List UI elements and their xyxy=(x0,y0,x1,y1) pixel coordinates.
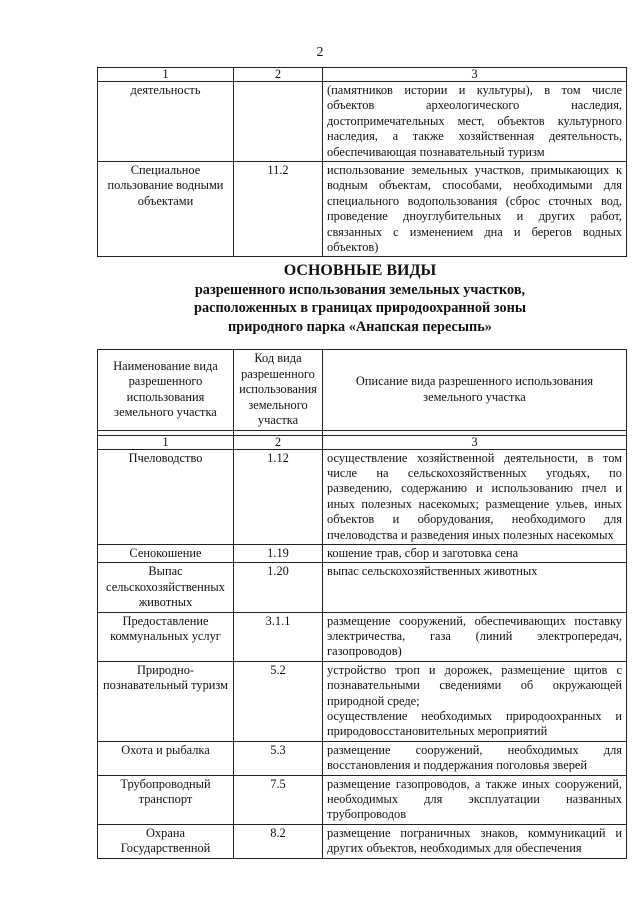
column-number: 2 xyxy=(234,68,323,82)
land-use-code: 3.1.1 xyxy=(234,612,323,661)
land-use-table xyxy=(97,349,627,859)
table-header-row xyxy=(98,350,627,431)
land-use-name: деятельность xyxy=(98,82,234,162)
column-number: 1 xyxy=(98,435,234,449)
land-use-description: размещение пограничных знаков, коммуникаций и других объектов, необходимых для обеспечения xyxy=(323,824,627,858)
table-row xyxy=(98,661,627,741)
column-number: 3 xyxy=(323,435,627,449)
table-row xyxy=(98,449,627,544)
column-number: 1 xyxy=(98,68,234,82)
land-use-description xyxy=(323,661,627,741)
land-use-name: Специальное пользование водными объектами xyxy=(98,162,234,257)
column-number: 3 xyxy=(323,68,627,82)
land-use-code: 5.3 xyxy=(234,741,323,775)
section-subheading: природного парка «Анапская пересыпь» xyxy=(228,318,492,335)
land-use-name: Пчеловодство xyxy=(98,449,234,544)
land-use-name: Выпас сельскохозяйственных животных xyxy=(98,563,234,612)
land-use-name: Предоставление коммунальных услуг xyxy=(98,612,234,661)
section-heading: ОСНОВНЫЕ ВИДЫ xyxy=(283,262,437,279)
table-row xyxy=(98,544,627,562)
land-use-code: 8.2 xyxy=(234,824,323,858)
column-number-row xyxy=(98,435,627,449)
table-row xyxy=(98,162,627,257)
land-use-name: Трубопроводный транспорт xyxy=(98,775,234,824)
header-description: Описание вида разрешенного использования земельного участка xyxy=(323,350,627,431)
land-use-description: осуществление хозяйственной деятельности, в том числе на сельскохозяйственных угодьях, по разведению, содержанию и использованию пчел и иных полезных насекомых; размещение ульев, иных объектов и оборудования, необходимого для пчеловодства и разведения иных полезных насекомых xyxy=(323,449,627,544)
section-title xyxy=(90,262,630,336)
description-paragraph: устройство троп и дорожек, размещение щитов с познавательными сведениями об окружающей природной среде; xyxy=(327,662,622,708)
land-use-code: 1.20 xyxy=(234,563,323,612)
column-number: 2 xyxy=(234,435,323,449)
land-use-name: Природно-познавательный туризм xyxy=(98,661,234,741)
land-use-code xyxy=(234,82,323,162)
continued-table xyxy=(97,67,627,257)
land-use-description: размещение сооружений, обеспечивающих поставку электричества, газа (линий электропередач, газопроводов) xyxy=(323,612,627,661)
table-row xyxy=(98,741,627,775)
land-use-description: кошение трав, сбор и заготовка сена xyxy=(323,544,627,562)
description-paragraph: осуществление необходимых природоохранных и природовосстановительных мероприятий xyxy=(327,709,622,739)
land-use-code: 7.5 xyxy=(234,775,323,824)
land-use-name: Сенокошение xyxy=(98,544,234,562)
land-use-code: 11.2 xyxy=(234,162,323,257)
land-use-description: использование земельных участков, примыкающих к водным объектам, способами, необходимыми для специального водопользования (сброс сточных вод, проведение дноуглубительных и других работ, связанных с изменением дна и берегов водных объектов) xyxy=(323,162,627,257)
land-use-code: 5.2 xyxy=(234,661,323,741)
section-subheading: расположенных в границах природоохранной зоны xyxy=(194,300,526,316)
page-number: 2 xyxy=(316,45,324,60)
table-row xyxy=(98,612,627,661)
land-use-name: Охота и рыбалка xyxy=(98,741,234,775)
table-row xyxy=(98,775,627,824)
land-use-code: 1.12 xyxy=(234,449,323,544)
land-use-description: размещение сооружений, необходимых для восстановления и поддержания поголовья зверей xyxy=(323,741,627,775)
section-subheading: разрешенного использования земельных участков, xyxy=(194,281,526,298)
column-number-row xyxy=(98,68,627,82)
header-code: Код вида разрешенного использования земельного участка xyxy=(234,350,323,431)
header-name: Наименование вида разрешенного использования земельного участка xyxy=(98,350,234,431)
table-row xyxy=(98,563,627,612)
table-row xyxy=(98,824,627,858)
land-use-code: 1.19 xyxy=(234,544,323,562)
land-use-description: (памятников истории и культуры), в том числе объектов археологического наследия, достопримечательных мест, объектов культурного наследия, а также хозяйственная деятельность, обеспечивающая познавательный туризм xyxy=(323,82,627,162)
land-use-description: размещение газопроводов, а также иных сооружений, необходимых для эксплуатации названных трубопроводов xyxy=(323,775,627,824)
land-use-name: Охрана Государственной xyxy=(98,824,234,858)
land-use-description: выпас сельскохозяйственных животных xyxy=(323,563,627,612)
table-row xyxy=(98,82,627,162)
